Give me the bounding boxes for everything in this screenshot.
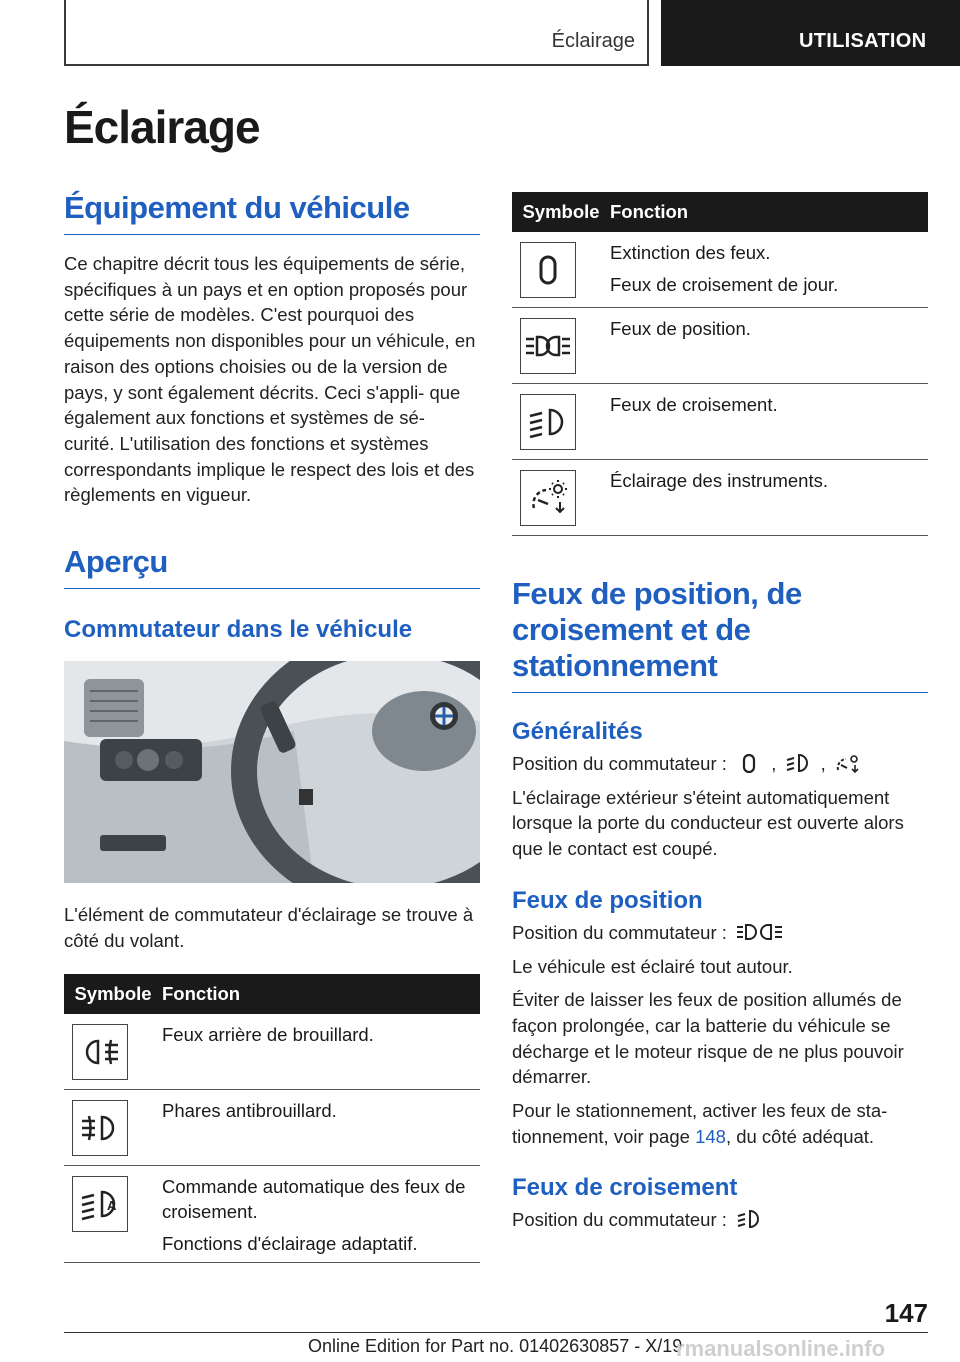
low-beam-icon	[785, 752, 811, 774]
table-row	[512, 308, 928, 384]
position-text-3a: Pour le stationnement, activer les feux de sta‐ tionnement, voir page	[512, 1100, 888, 1147]
position-label: Position du commutateur :	[512, 753, 727, 774]
header-section-title: Éclairage	[551, 30, 635, 52]
right-symbol-table	[512, 192, 928, 536]
table-header	[512, 192, 928, 232]
position-heading: Feux de position	[512, 886, 703, 914]
position-label: Position du commutateur :	[512, 1209, 727, 1231]
table-row	[512, 232, 928, 308]
header-section-box	[64, 0, 649, 66]
position-text-3	[512, 1098, 928, 1149]
table-row	[512, 384, 928, 460]
header-chapter-tab: UTILISATION	[661, 0, 960, 66]
fn-line: Feux arrière de brouillard.	[162, 1024, 374, 1046]
auto-headlight-icon	[72, 1176, 128, 1232]
parking-lights-icon	[736, 921, 784, 943]
page-link[interactable]: 148	[695, 1125, 726, 1147]
equipement-text: Ce chapitre décrit tous les équipements de série, spécifiques à un pays et en option proposés pour cette série de modèles. C'est pourquoi des équipements non disponibles pour un véhicule, en raison des options choisies ou de la version de pays, y sont également décrits. Ceci s'appli‐ que également aux fonctions et systèmes de sé‐ curité. L'utilisation des fonctions et systèmes correspondants implique le respect des lois et des règlements en vigueur.	[64, 253, 476, 506]
position-text-1: Le véhicule est éclairé tout autour.	[512, 955, 793, 977]
fn-line: Feux de croisement.	[610, 394, 778, 415]
equipement-heading: Équipement du véhicule	[64, 190, 480, 235]
instrument-lighting-icon	[520, 470, 576, 526]
front-fog-light-icon	[72, 1100, 128, 1156]
croisement-heading: Feux de croisement	[512, 1174, 738, 1202]
generalites-text: L'éclairage extérieur s'éteint automatiquement lorsque la porte du conducteur est ouverte alors que le contact est coupé.	[512, 786, 904, 860]
table-row	[64, 1090, 480, 1166]
svg-text:A: A	[107, 1198, 117, 1214]
col-function: Fonction	[162, 983, 241, 1005]
low-beam-icon	[520, 394, 576, 450]
lights-off-icon	[520, 242, 576, 298]
page-number: 147	[884, 1298, 928, 1328]
generalites-heading: Généralités	[512, 718, 643, 745]
fn-line: Éclairage des instruments.	[610, 470, 828, 491]
fn-line: Feux de position.	[610, 318, 751, 339]
col-symbol: Symbole	[522, 201, 600, 222]
position-label: Position du commutateur :	[512, 921, 727, 943]
fn-line: Fonctions d'éclairage adaptatif.	[162, 1233, 418, 1255]
footer-edition: Online Edition for Part no. 01402630857 - X/19	[308, 1336, 683, 1356]
footer-divider	[64, 1332, 928, 1333]
fn-line: Extinction des feux.	[610, 242, 771, 263]
page-title: Éclairage	[64, 101, 260, 153]
croisement-position	[512, 1207, 928, 1233]
lights-off-icon	[736, 752, 762, 774]
table-row	[512, 460, 928, 536]
separator: ,	[771, 753, 777, 774]
instrument-lighting-icon	[835, 752, 861, 774]
fn-line: Commande automatique des feux de croisement.	[162, 1176, 466, 1223]
apercu-heading: Aperçu	[64, 544, 480, 589]
fn-line: Phares antibrouillard.	[162, 1100, 337, 1122]
table-header	[64, 974, 480, 1014]
table-row	[64, 1166, 480, 1263]
right-column	[512, 192, 928, 1233]
parking-lights-icon	[520, 318, 576, 374]
position-text-2: Éviter de laisser les feux de position allumés de façon prolongée, car la batterie du véhicule se décharge et le moteur risque de ne plus pouvoir démarrer.	[512, 989, 904, 1088]
table-row	[64, 1014, 480, 1090]
left-symbol-table	[64, 974, 480, 1263]
commutateur-heading: Commutateur dans le véhicule	[64, 616, 413, 644]
position-text-3b: , du côté adéquat.	[725, 1125, 875, 1147]
rear-fog-light-icon	[72, 1024, 128, 1080]
generalites-position	[512, 751, 928, 777]
watermark: rmanualsonline.info	[676, 1336, 886, 1361]
low-beam-icon	[736, 1208, 762, 1230]
left-column	[64, 190, 480, 1263]
dashboard-photo	[64, 661, 480, 888]
fn-line: Feux de croisement de jour.	[610, 274, 839, 295]
col-function: Fonction	[610, 201, 689, 222]
photo-caption: L'élément de commutateur d'éclairage se trouve à côté du volant.	[64, 904, 474, 951]
col-symbol: Symbole	[74, 983, 152, 1005]
separator: ,	[820, 753, 826, 774]
feux-heading: Feux de position, de croisement et de stationnement	[512, 576, 928, 693]
position-position	[512, 920, 928, 946]
